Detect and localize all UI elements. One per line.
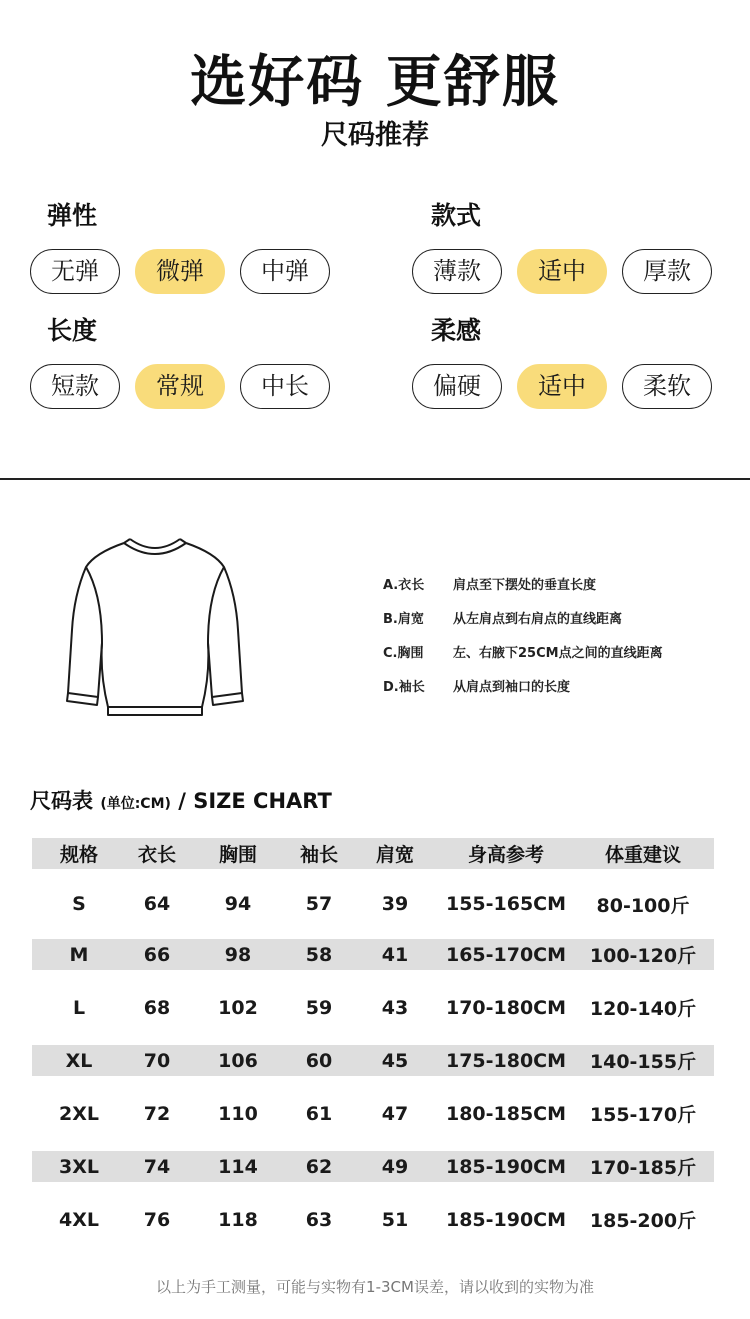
measurement-key: A.衣长 — [383, 577, 425, 593]
table-cell: 185-190CM — [445, 1208, 567, 1231]
attr-label: 柔感 — [431, 316, 482, 345]
option-pill: 偏硬 — [412, 364, 502, 409]
attr-group-style — [431, 199, 712, 294]
table-cell: 165-170CM — [440, 939, 572, 970]
measurement-desc: 从左肩点到右肩点的直线距离 — [453, 611, 623, 627]
table-cell: 106 — [188, 1045, 288, 1076]
sweatshirt-icon — [60, 535, 250, 724]
table-cell: 61 — [305, 1102, 333, 1125]
section-divider — [0, 478, 750, 480]
page-title: 选好码 更舒服 — [190, 50, 560, 115]
table-cell: 100-120斤 — [572, 939, 714, 970]
table-cell: 80-100斤 — [596, 894, 690, 917]
table-cell: 155-170斤 — [589, 1104, 697, 1126]
attr-label: 长度 — [47, 316, 98, 345]
col-length: 衣长 — [126, 838, 188, 869]
table-row — [32, 1151, 714, 1182]
measurement-desc: 左、右腋下25CM点之间的直线距离 — [453, 645, 663, 661]
table-row — [32, 939, 714, 970]
option-pill: 无弹 — [30, 249, 120, 294]
table-cell: 140-155斤 — [572, 1045, 714, 1076]
table-cell: 59 — [305, 996, 333, 1019]
table-cell: 41 — [350, 939, 440, 970]
table-cell: 76 — [143, 1208, 171, 1231]
table-cell: 175-180CM — [440, 1045, 572, 1076]
table-cell: 114 — [188, 1151, 288, 1182]
table-cell: 72 — [143, 1102, 171, 1125]
table-cell: 170-180CM — [445, 996, 567, 1019]
table-row — [32, 1076, 714, 1151]
table-cell: 58 — [288, 939, 350, 970]
table-cell: 70 — [126, 1045, 188, 1076]
table-cell: 47 — [381, 1102, 409, 1125]
table-cell: 110 — [218, 1102, 258, 1125]
col-shoulder: 肩宽 — [350, 838, 440, 869]
col-sleeve: 袖长 — [288, 838, 350, 869]
page-subtitle: 尺码推荐 — [321, 120, 429, 151]
table-cell: 39 — [381, 893, 409, 915]
col-size: 规格 — [32, 838, 126, 869]
measurement-list — [383, 566, 663, 702]
table-cell: 66 — [126, 939, 188, 970]
option-pill-selected: 常规 — [135, 364, 225, 409]
table-cell: 43 — [381, 996, 409, 1019]
attr-group-length — [47, 314, 330, 409]
option-pill: 柔软 — [622, 364, 712, 409]
table-cell: 170-185斤 — [572, 1151, 714, 1182]
option-pill-selected: 适中 — [517, 364, 607, 409]
table-row — [32, 1045, 714, 1076]
table-cell: 62 — [288, 1151, 350, 1182]
table-cell: 60 — [288, 1045, 350, 1076]
table-cell: 3XL — [32, 1151, 126, 1182]
table-cell: 94 — [224, 893, 252, 915]
measurement-item — [383, 566, 663, 600]
table-header-row — [32, 838, 714, 869]
option-pill: 厚款 — [622, 249, 712, 294]
table-cell: 102 — [218, 996, 258, 1019]
measurement-key: C.胸围 — [383, 645, 424, 661]
measurement-key: D.袖长 — [383, 679, 425, 695]
attr-group-softness — [431, 314, 712, 409]
attr-group-elasticity — [47, 199, 330, 294]
table-cell: 4XL — [59, 1208, 99, 1231]
table-row — [32, 970, 714, 1045]
col-weight: 体重建议 — [572, 838, 714, 869]
table-cell: 155-165CM — [445, 893, 567, 915]
table-cell: 118 — [218, 1208, 258, 1231]
size-chart-title-en: / SIZE CHART — [178, 789, 332, 813]
table-row — [32, 869, 714, 939]
table-cell: 45 — [350, 1045, 440, 1076]
measurement-desc: 肩点至下摆处的垂直长度 — [453, 577, 597, 593]
table-cell: 63 — [305, 1208, 333, 1231]
col-chest: 胸围 — [188, 838, 288, 869]
table-cell: 180-185CM — [445, 1102, 567, 1125]
size-chart-title-cn: 尺码表 — [30, 789, 93, 813]
measurement-key: B.肩宽 — [383, 611, 424, 627]
footnote: 以上为手工测量，可能与实物有1-3CM误差，请以收到的实物为准 — [156, 1278, 594, 1296]
table-cell: 57 — [305, 893, 333, 915]
option-pill-selected: 微弹 — [135, 249, 225, 294]
measurement-item — [383, 634, 663, 668]
size-table — [32, 838, 714, 1257]
attr-label: 弹性 — [47, 201, 98, 230]
table-cell: XL — [32, 1045, 126, 1076]
table-cell: 49 — [350, 1151, 440, 1182]
size-chart-unit: (单位:CM) — [100, 796, 171, 812]
table-cell: 51 — [381, 1208, 409, 1231]
table-cell: 2XL — [59, 1102, 99, 1125]
table-cell: 98 — [188, 939, 288, 970]
table-cell: 68 — [143, 996, 171, 1019]
measurement-desc: 从肩点到袖口的长度 — [453, 679, 571, 695]
table-cell: 64 — [143, 893, 171, 915]
table-row — [32, 1182, 714, 1257]
option-pill: 中弹 — [240, 249, 330, 294]
table-cell: 74 — [126, 1151, 188, 1182]
table-cell: 185-190CM — [440, 1151, 572, 1182]
attr-label: 款式 — [431, 201, 482, 230]
table-cell: S — [72, 893, 86, 915]
measurement-item — [383, 600, 663, 634]
col-height: 身高参考 — [440, 838, 572, 869]
table-cell: L — [72, 996, 86, 1019]
option-pill: 中长 — [240, 364, 330, 409]
option-pill: 短款 — [30, 364, 120, 409]
size-chart-title — [30, 785, 332, 815]
table-cell: 120-140斤 — [589, 998, 697, 1020]
option-pill-selected: 适中 — [517, 249, 607, 294]
measurement-item — [383, 668, 663, 702]
option-pill: 薄款 — [412, 249, 502, 294]
table-cell: 185-200斤 — [589, 1210, 697, 1232]
table-cell: M — [32, 939, 126, 970]
